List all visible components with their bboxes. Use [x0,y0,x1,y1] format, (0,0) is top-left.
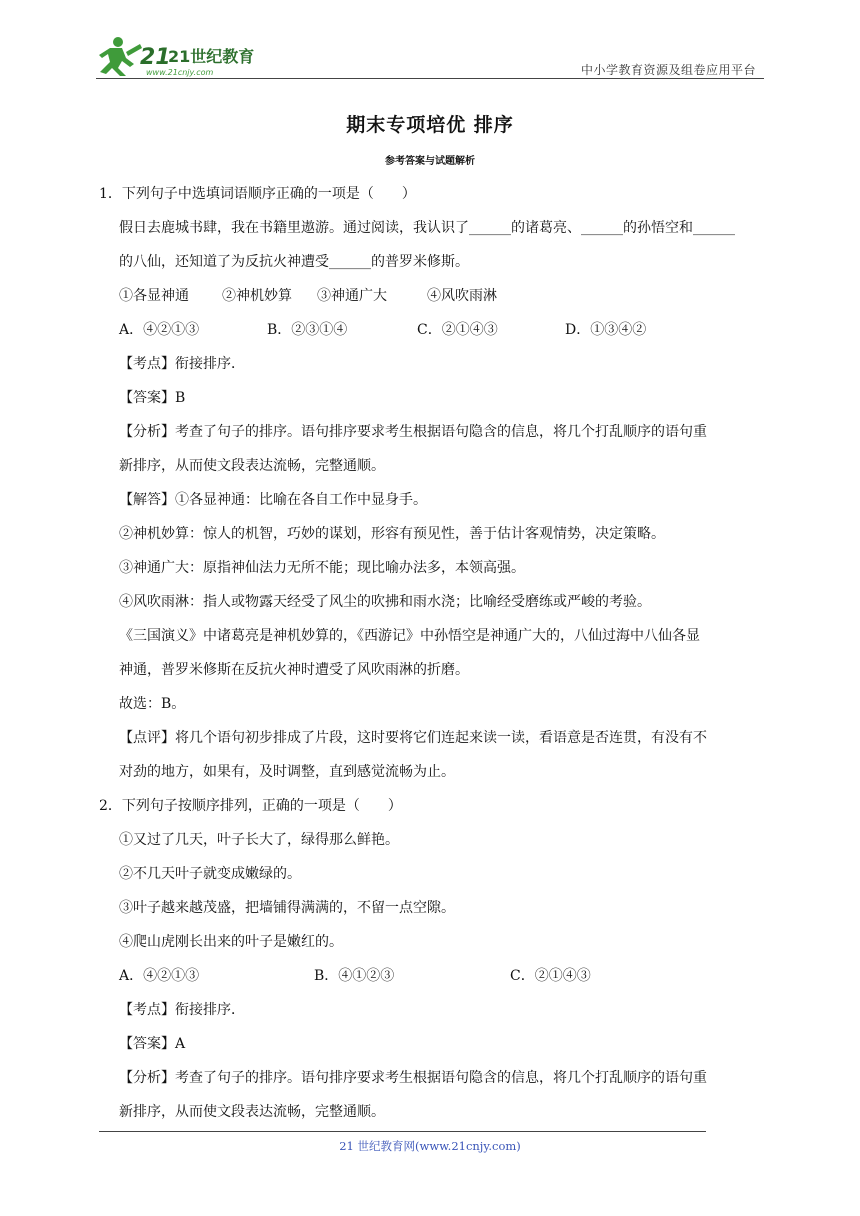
q2-options [99,964,764,998]
q1-passage-line: 的八仙，还知道了为反抗火神遭受______的普罗米修斯。 [119,254,469,270]
q2-sentence: ③叶子越来越茂盛，把墙铺得满满的，不留一点空隙。 [119,900,455,916]
q1-comment: 对劲的地方，如果有，及时调整，直到感觉流畅为止。 [119,764,455,780]
q1-word-choices [99,284,764,318]
q1-options [99,318,764,352]
document-body [99,182,764,1134]
q1-option-c: C．②①④③ [417,322,498,338]
q1-option-a: A．④②①③ [119,322,200,338]
q1-choice: ②神机妙算 [222,288,292,304]
q2-stem: 2．下列句子按顺序排列，正确的一项是（ ） [99,798,402,814]
site-logo [96,34,266,78]
q2-analysis: 【分析】考查了句子的排序。语句排序要求考生根据语句隐含的信息，将几个打乱顺序的语句重 [119,1070,707,1086]
q1-solution: ③神通广大：原指神仙法力无所不能；现比喻办法多，本领高强。 [119,560,525,576]
page-subtitle: 参考答案与试题解析 [385,156,475,167]
q1-passage-line: 假日去鹿城书肆，我在书籍里遨游。通过阅读，我认识了______的诸葛亮、______的孙悟空和______ [119,220,735,236]
q1-solution: 神通，普罗米修斯在反抗火神时遭受了风吹雨淋的折磨。 [119,662,469,678]
page-header [96,28,764,80]
q1-kaodian: 【考点】衔接排序． [119,356,245,372]
q2-kaodian: 【考点】衔接排序． [119,1002,245,1018]
svg-text:21世纪教育: 21世纪教育 [168,47,255,66]
q1-choice: ③神通广大 [317,288,387,304]
q1-choice: ①各显神通 [119,288,189,304]
q2-sentence: ①又过了几天，叶子长大了，绿得那么鲜艳。 [119,832,399,848]
footer-link[interactable]: 21 世纪教育网(www.21cnjy.com) [339,1139,521,1153]
q2-sentence: ②不几天叶子就变成嫩绿的。 [119,866,301,882]
q2-option-b: B．④①②③ [314,968,395,984]
q2-sentence: ④爬山虎刚长出来的叶子是嫩红的。 [119,934,343,950]
q2-analysis: 新排序，从而使文段表达流畅，完整通顺。 [119,1104,385,1120]
q1-solution: 【解答】①各显神通：比喻在各自工作中显身手。 [119,492,427,508]
q1-analysis: 【分析】考查了句子的排序。语句排序要求考生根据语句隐含的信息，将几个打乱顺序的语句重 [119,424,707,440]
footer-divider [99,1131,706,1132]
svg-text:www.21cnjy.com: www.21cnjy.com [146,68,214,77]
platform-name: 中小学教育资源及组卷应用平台 [580,63,756,77]
q2-option-a: A．④②①③ [119,968,200,984]
q1-choice: ④风吹雨淋 [427,288,497,304]
page-title: 期末专项培优 排序 [346,114,514,136]
q1-solution: ④风吹雨淋：指人或物露天经受了风尘的吹拂和雨水浇；比喻经受磨练或严峻的考验。 [119,594,651,610]
q1-analysis: 新排序，从而使文段表达流畅，完整通顺。 [119,458,385,474]
q2-option-c: C．②①④③ [510,968,591,984]
svg-text:21: 21 [140,45,171,70]
q1-solution: ②神机妙算：惊人的机智，巧妙的谋划，形容有预见性，善于估计客观情势，决定策略。 [119,526,665,542]
q1-option-d: D．①③④② [565,322,647,338]
header-divider [96,78,764,79]
q1-comment: 【点评】将几个语句初步排成了片段，这时要将它们连起来读一读，看语意是否连贯，有没有不 [119,730,707,746]
q2-answer: 【答案】A [119,1036,186,1052]
q1-option-b: B．②③①④ [267,322,348,338]
q1-solution: 《三国演义》中诸葛亮是神机妙算的，《西游记》中孙悟空是神通广大的，八仙过海中八仙各显 [119,628,700,644]
q1-stem: 1．下列句子中选填词语顺序正确的一项是（ ） [99,186,416,202]
q1-answer: 【答案】B [119,390,186,406]
q1-choose: 故选：B。 [119,696,186,712]
